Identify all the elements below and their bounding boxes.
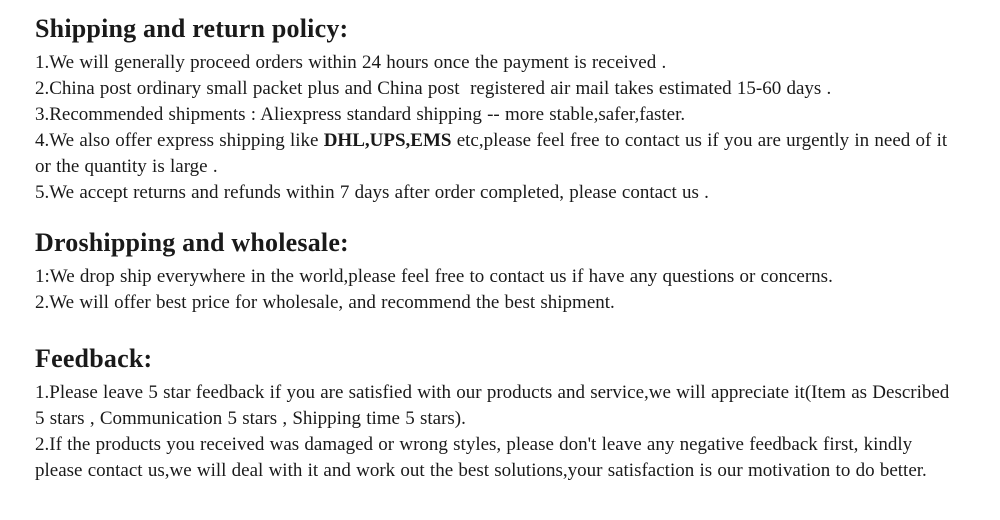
section-shipping-policy [35,14,960,206]
shipping-policy-heading: Shipping and return policy: [35,14,349,43]
dropshipping-line-1: 1:We drop ship everywhere in the world,please feel free to contact us if have any questions or concerns. [35,266,833,287]
shipping-policy-line-4-text-after: etc,please feel free to contact us if you are urgently in need of it or the quantity is large . [35,130,953,177]
shipping-policy-line-2: 2.China post ordinary small packet plus and China post registered air mail takes estimated 15-60 days . [35,78,832,99]
shipping-policy-line-4-text: 4.We also offer express shipping like [35,130,324,151]
feedback-line-1: 1.Please leave 5 star feedback if you are satisfied with our products and service,we will appreciate it(Item as Described 5 stars , Communication 5 stars , Shipping time 5 stars). [35,382,955,429]
feedback-line-2: 2.If the products you received was damaged or wrong styles, please don't leave any negative feedback first, kindly please contact us,we will deal with it and work out the best solutions,your satisfaction is our motivation to do better. [35,434,927,481]
section-feedback [35,344,960,484]
dropshipping-line-2: 2.We will offer best price for wholesale, and recommend the best shipment. [35,292,615,313]
shipping-policy-line-3: 3.Recommended shipments : Aliexpress standard shipping -- more stable,safer,faster. [35,104,686,125]
shipping-policy-line-1: 1.We will generally proceed orders within 24 hours once the payment is received . [35,52,667,73]
shipping-policy-line-4 [35,128,953,180]
section-dropshipping-wholesale [35,228,960,316]
dropshipping-heading: Droshipping and wholesale: [35,228,349,257]
shipping-policy-line-5: 5.We accept returns and refunds within 7 days after order completed, please contact us . [35,182,709,203]
express-carriers-bold-text: DHL,UPS,EMS [323,130,452,151]
feedback-heading: Feedback: [35,344,153,373]
